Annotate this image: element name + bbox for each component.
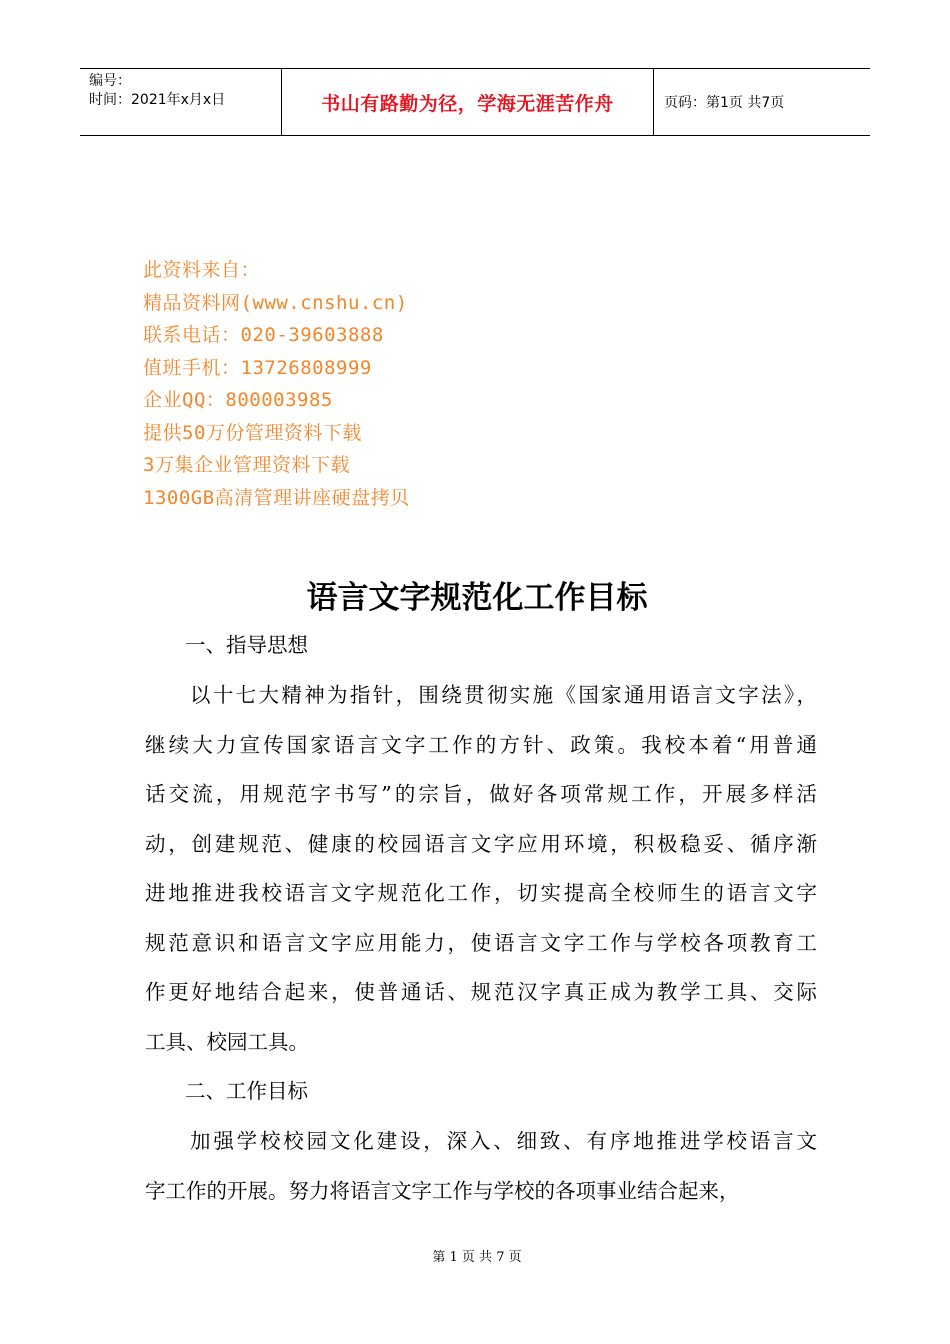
source-line: 精品资料网(www.cnshu.cn) (143, 291, 408, 314)
paragraph-line: 加强学校校园文化建设，深入、细致、有序地推进学校语言文 (190, 1129, 817, 1153)
source-line: 3万集企业管理资料下载 (143, 454, 350, 476)
date-label: 时间：2021年x月x日 (89, 92, 226, 108)
page-header (80, 68, 870, 136)
paragraph-line: 字工作的开展。努力将语言文字工作与学校的各项事业结合起来， (145, 1178, 740, 1203)
source-line: 企业QQ：800003985 (143, 389, 333, 411)
source-line: 1300GB高清管理讲座硬盘拷贝 (143, 486, 410, 509)
paragraph-line: 话交流，用规范字书写”的宗旨，做好各项常规工作，开展多样活 (145, 782, 817, 806)
header-motto: 书山有路勤为径，学海无涯苦作舟 (282, 69, 654, 135)
section-heading: 一、指导思想 (185, 633, 308, 657)
section-2-paragraph (145, 1117, 817, 1216)
number-label: 编号： (89, 73, 131, 89)
section-heading: 二、工作目标 (185, 1079, 308, 1103)
header-page-info: 页码：第1页 共7页 (664, 95, 785, 111)
paragraph-line: 规范意识和语言文字应用能力，使语言文字工作与学校各项教育工 (145, 930, 817, 955)
paragraph-line: 继续大力宣传国家语言文字工作的方针、政策。我校本着“用普通 (145, 732, 817, 757)
page-footer: 第 1 页 共 7 页 (432, 1250, 522, 1265)
paragraph-line: 动，创建规范、健康的校园语言文字应用环境，积极稳妥、循序渐 (145, 831, 817, 856)
paragraph-line: 以十七大精神为指针，围绕贯彻实施《国家通用语言文字法》， (190, 683, 817, 707)
paragraph-line: 工具、校园工具。 (145, 1029, 309, 1054)
source-line: 此资料来自： (143, 259, 261, 281)
document-title: 语言文字规范化工作目标 (306, 580, 648, 616)
source-info-block (143, 254, 410, 514)
source-line: 提供50万份管理资料下载 (143, 421, 362, 444)
section-1-paragraph (145, 671, 817, 1067)
source-line: 联系电话：020-39603888 (143, 324, 384, 346)
header-meta-cell (80, 69, 282, 135)
paragraph-line: 作更好地结合起来，使普通话、规范汉字真正成为教学工具、交际 (145, 980, 817, 1004)
source-line: 值班手机：13726808999 (143, 356, 372, 379)
paragraph-line: 进地推进我校语言文字规范化工作，切实提高全校师生的语言文字 (145, 881, 817, 905)
document-body (145, 628, 817, 1216)
